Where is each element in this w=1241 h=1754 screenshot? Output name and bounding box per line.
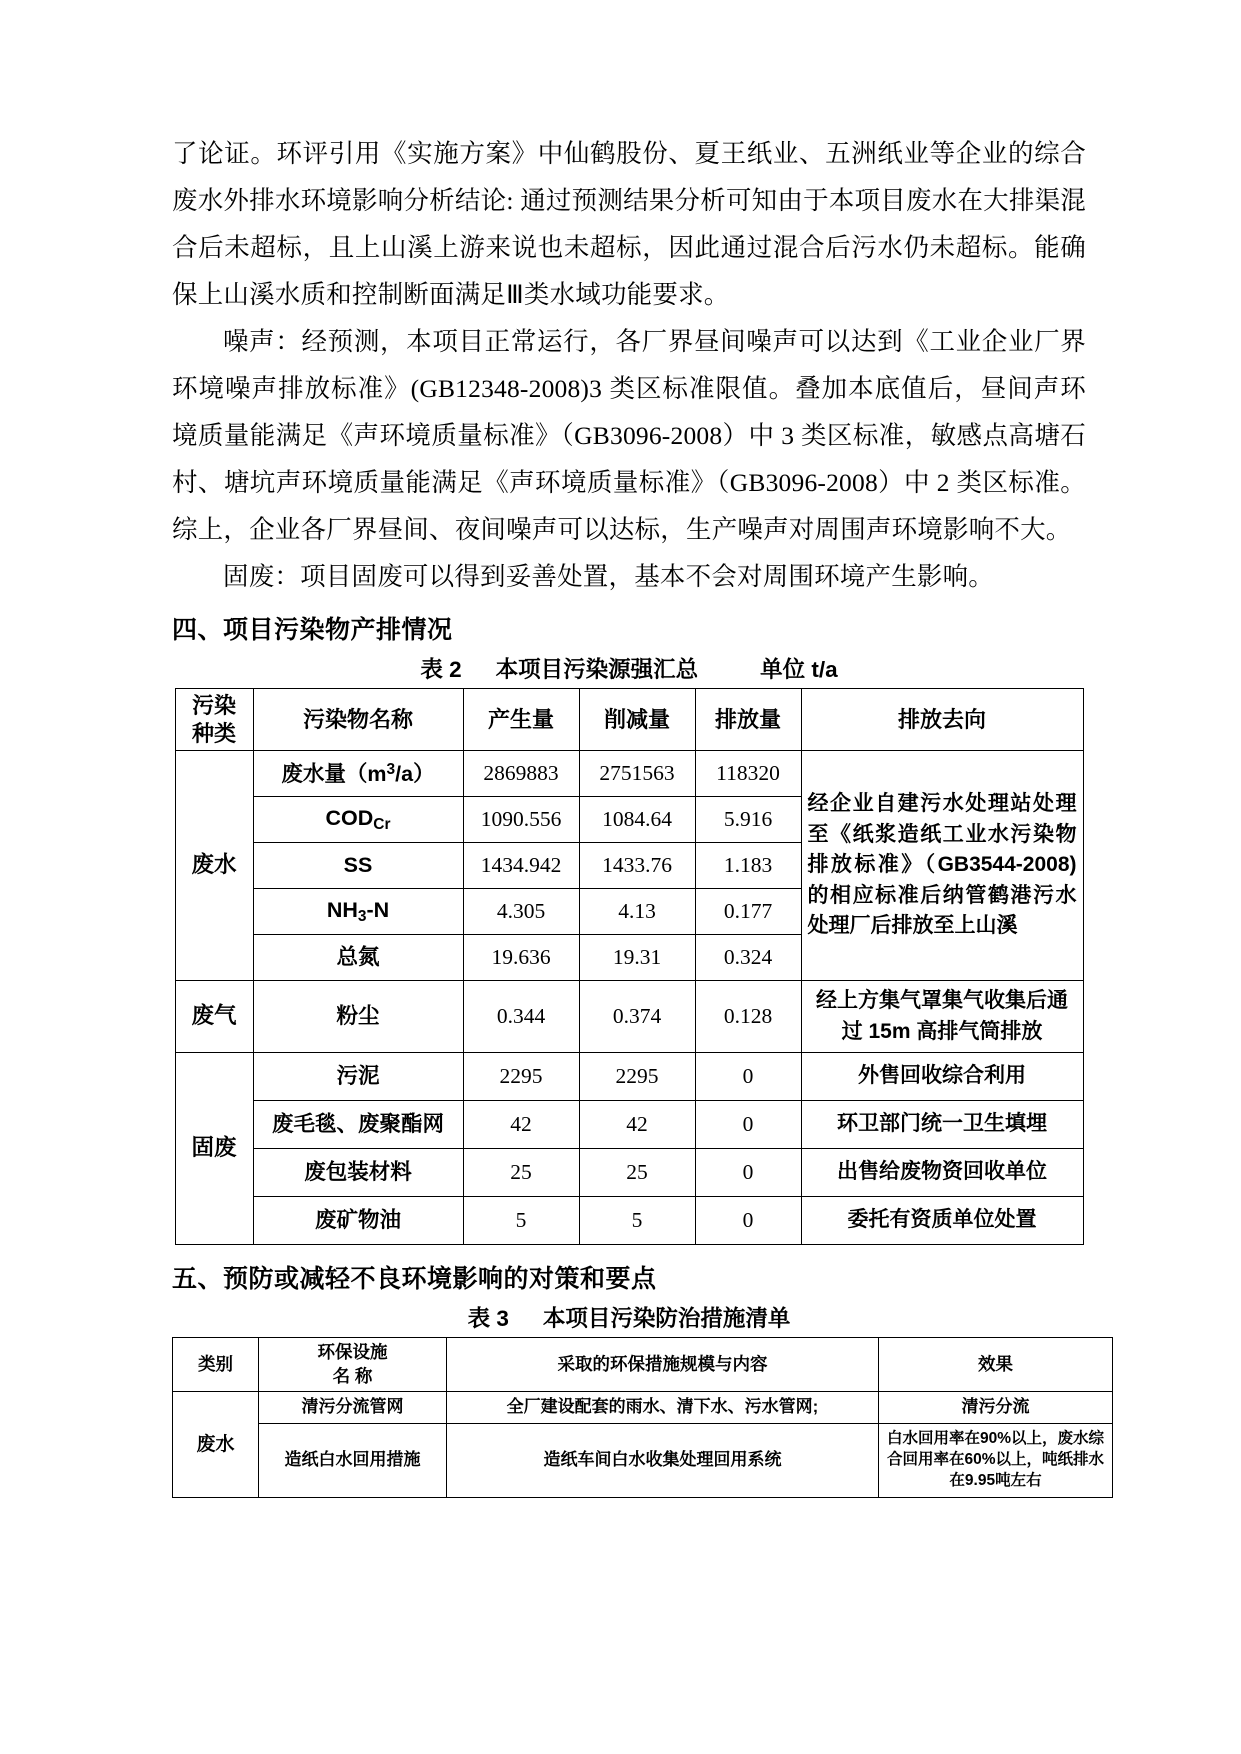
cell-reduced: 0.374 — [579, 981, 695, 1053]
cell-generated: 5 — [463, 1197, 579, 1245]
th-category: 类别 — [173, 1338, 259, 1392]
th-effect: 效果 — [879, 1338, 1113, 1392]
paragraph-solid-waste: 固废：项目固废可以得到妥善处置，基本不会对周围环境产生影响。 — [223, 562, 995, 591]
cell-pollutant-name: 废矿物油 — [253, 1197, 463, 1245]
table-row-header — [173, 1338, 1113, 1392]
table-row — [175, 1101, 1083, 1149]
table-row — [175, 751, 1083, 797]
cell-generated: 1090.556 — [463, 797, 579, 843]
table2-caption-unit: 单位 t/a — [760, 657, 838, 682]
cell-reduced: 1433.76 — [579, 843, 695, 889]
cell-pollutant-name: 废水量$(m^3/a)$ — [253, 751, 463, 797]
section-heading-five: 五、预防或减轻不良环境影响的对策和要点 — [172, 1265, 657, 1293]
cell-generated: 4.305 — [463, 889, 579, 935]
table2-caption-title: 本项目污染源强汇总 — [495, 657, 699, 682]
cell-reduced: 4.13 — [579, 889, 695, 935]
table-row — [175, 1149, 1083, 1197]
cell-discharged: 1.183 — [695, 843, 801, 889]
table2-caption-no: 表 2 — [420, 657, 462, 682]
cell-pollutant-name: SS — [253, 843, 463, 889]
cell-discharged: 118320 — [695, 751, 801, 797]
cell-discharged: 0.128 — [695, 981, 801, 1053]
cell-destination: 环卫部门统一卫生填埋 — [801, 1101, 1083, 1149]
table3-caption-title: 本项目污染防治措施清单 — [542, 1306, 791, 1331]
table3-caption-no: 表 3 — [467, 1306, 509, 1331]
th-name: 污染物名称 — [253, 689, 463, 751]
cell-destination: 委托有资质单位处置 — [801, 1197, 1083, 1245]
cell-generated: 0.344 — [463, 981, 579, 1053]
th-facility-line2: 名 称 — [332, 1365, 373, 1386]
cell-facility: 造纸白水回用措施 — [259, 1424, 447, 1498]
cell-effect: 清污分流 — [879, 1392, 1113, 1424]
cell-effect: 白水回用率在90%以上，废水综合回用率在60%以上，吨纸排水在9.95吨左右 — [879, 1424, 1113, 1498]
cell-category-solid-waste: 固废 — [175, 1053, 253, 1245]
cell-discharged: 0 — [695, 1197, 801, 1245]
cell-destination: 外售回收综合利用 — [801, 1053, 1083, 1101]
cell-generated: 25 — [463, 1149, 579, 1197]
cell-reduced: 19.31 — [579, 935, 695, 981]
th-facility-line1: 环保设施 — [317, 1342, 388, 1362]
th-generated: 产生量 — [463, 689, 579, 751]
paragraph-noise: 噪声：经预测，本项目正常运行，各厂界昼间噪声可以达到《工业企业厂界环境噪声排放标准》(GB12348-2008)3 类区标准限值。叠加本底值后，昼间声环境质量能满足《声环境质量标准》（GB3096-2008）中 3 类区标准，敏感点高塘石村、塘坑声环境质量能满足《声环境质量标准》（GB3096-2008）中 2 类区标准。综上，企业各厂界昼间、夜间噪声可以达标，生产噪声对周围声环境影响不大。 — [172, 327, 1086, 544]
cell-pollutant-name: $COD_{Cr}$ — [253, 797, 463, 843]
cell-generated: 1434.942 — [463, 843, 579, 889]
cell-reduced: 42 — [579, 1101, 695, 1149]
cell-generated: 42 — [463, 1101, 579, 1149]
table-row — [173, 1392, 1113, 1424]
cell-discharged: 0.324 — [695, 935, 801, 981]
th-category-line2: 种类 — [191, 720, 236, 746]
cell-reduced: 1084.64 — [579, 797, 695, 843]
cell-category-waste-gas: 废气 — [175, 981, 253, 1053]
cell-reduced: 2751563 — [579, 751, 695, 797]
cell-discharged: 0.177 — [695, 889, 801, 935]
th-category-line1: 污染 — [191, 693, 236, 718]
cell-reduced: 2295 — [579, 1053, 695, 1101]
cell-discharged: 0 — [695, 1149, 801, 1197]
cell-pollutant-name: 污泥 — [253, 1053, 463, 1101]
table-row — [175, 981, 1083, 1053]
table-row — [173, 1424, 1113, 1498]
table3-caption — [172, 1301, 1086, 1333]
cell-category-wastewater: 废水 — [175, 751, 253, 981]
th-reduced: 削减量 — [579, 689, 695, 751]
cell-reduced: 5 — [579, 1197, 695, 1245]
prevention-measures-table — [172, 1337, 1113, 1498]
th-category — [175, 689, 253, 751]
cell-destination-waste-gas: 经上方集气罩集气收集后通过 15m 高排气筒排放 — [801, 981, 1083, 1053]
pollution-source-table — [175, 688, 1084, 1245]
cell-measures: 全厂建设配套的雨水、清下水、污水管网; — [447, 1392, 879, 1424]
th-discharged: 排放量 — [695, 689, 801, 751]
table2-caption — [172, 652, 1086, 684]
cell-destination-wastewater: 经企业自建污水处理站处理至《纸浆造纸工业水污染物排放标准》（GB3544-2008)的相应标准后纳管鹤港污水处理厂后排放至上山溪 — [801, 751, 1083, 981]
cell-discharged: 5.916 — [695, 797, 801, 843]
cell-category-wastewater: 废水 — [173, 1392, 259, 1498]
section-heading-four: 四、项目污染物产排情况 — [172, 616, 453, 644]
th-destination: 排放去向 — [801, 689, 1083, 751]
cell-pollutant-name: 粉尘 — [253, 981, 463, 1053]
th-measures: 采取的环保措施规模与内容 — [447, 1338, 879, 1392]
cell-pollutant-name: $NH_3-N$ — [253, 889, 463, 935]
cell-pollutant-name: 废毛毯、废聚酯网 — [253, 1101, 463, 1149]
cell-destination: 出售给废物资回收单位 — [801, 1149, 1083, 1197]
th-facility-name — [259, 1338, 447, 1392]
cell-pollutant-name: 废包装材料 — [253, 1149, 463, 1197]
cell-facility: 清污分流管网 — [259, 1392, 447, 1424]
table-row-header — [175, 689, 1083, 751]
table-row — [175, 1053, 1083, 1101]
table-row — [175, 1197, 1083, 1245]
cell-generated: 19.636 — [463, 935, 579, 981]
cell-discharged: 0 — [695, 1101, 801, 1149]
cell-measures: 造纸车间白水收集处理回用系统 — [447, 1424, 879, 1498]
cell-reduced: 25 — [579, 1149, 695, 1197]
cell-generated: 2295 — [463, 1053, 579, 1101]
cell-discharged: 0 — [695, 1053, 801, 1101]
cell-pollutant-name: 总氮 — [253, 935, 463, 981]
paragraph-wastewater: 了论证。环评引用《实施方案》中仙鹤股份、夏王纸业、五洲纸业等企业的综合废水外排水环境影响分析结论: 通过预测结果分析可知由于本项目废水在大排渠混合后未超标，且上山溪上游来说也未超标，因此通过混合后污水仍未超标。能确保上山溪水质和控制断面满足Ⅲ类水域功能要求。 — [172, 139, 1086, 309]
cell-generated: 2869883 — [463, 751, 579, 797]
